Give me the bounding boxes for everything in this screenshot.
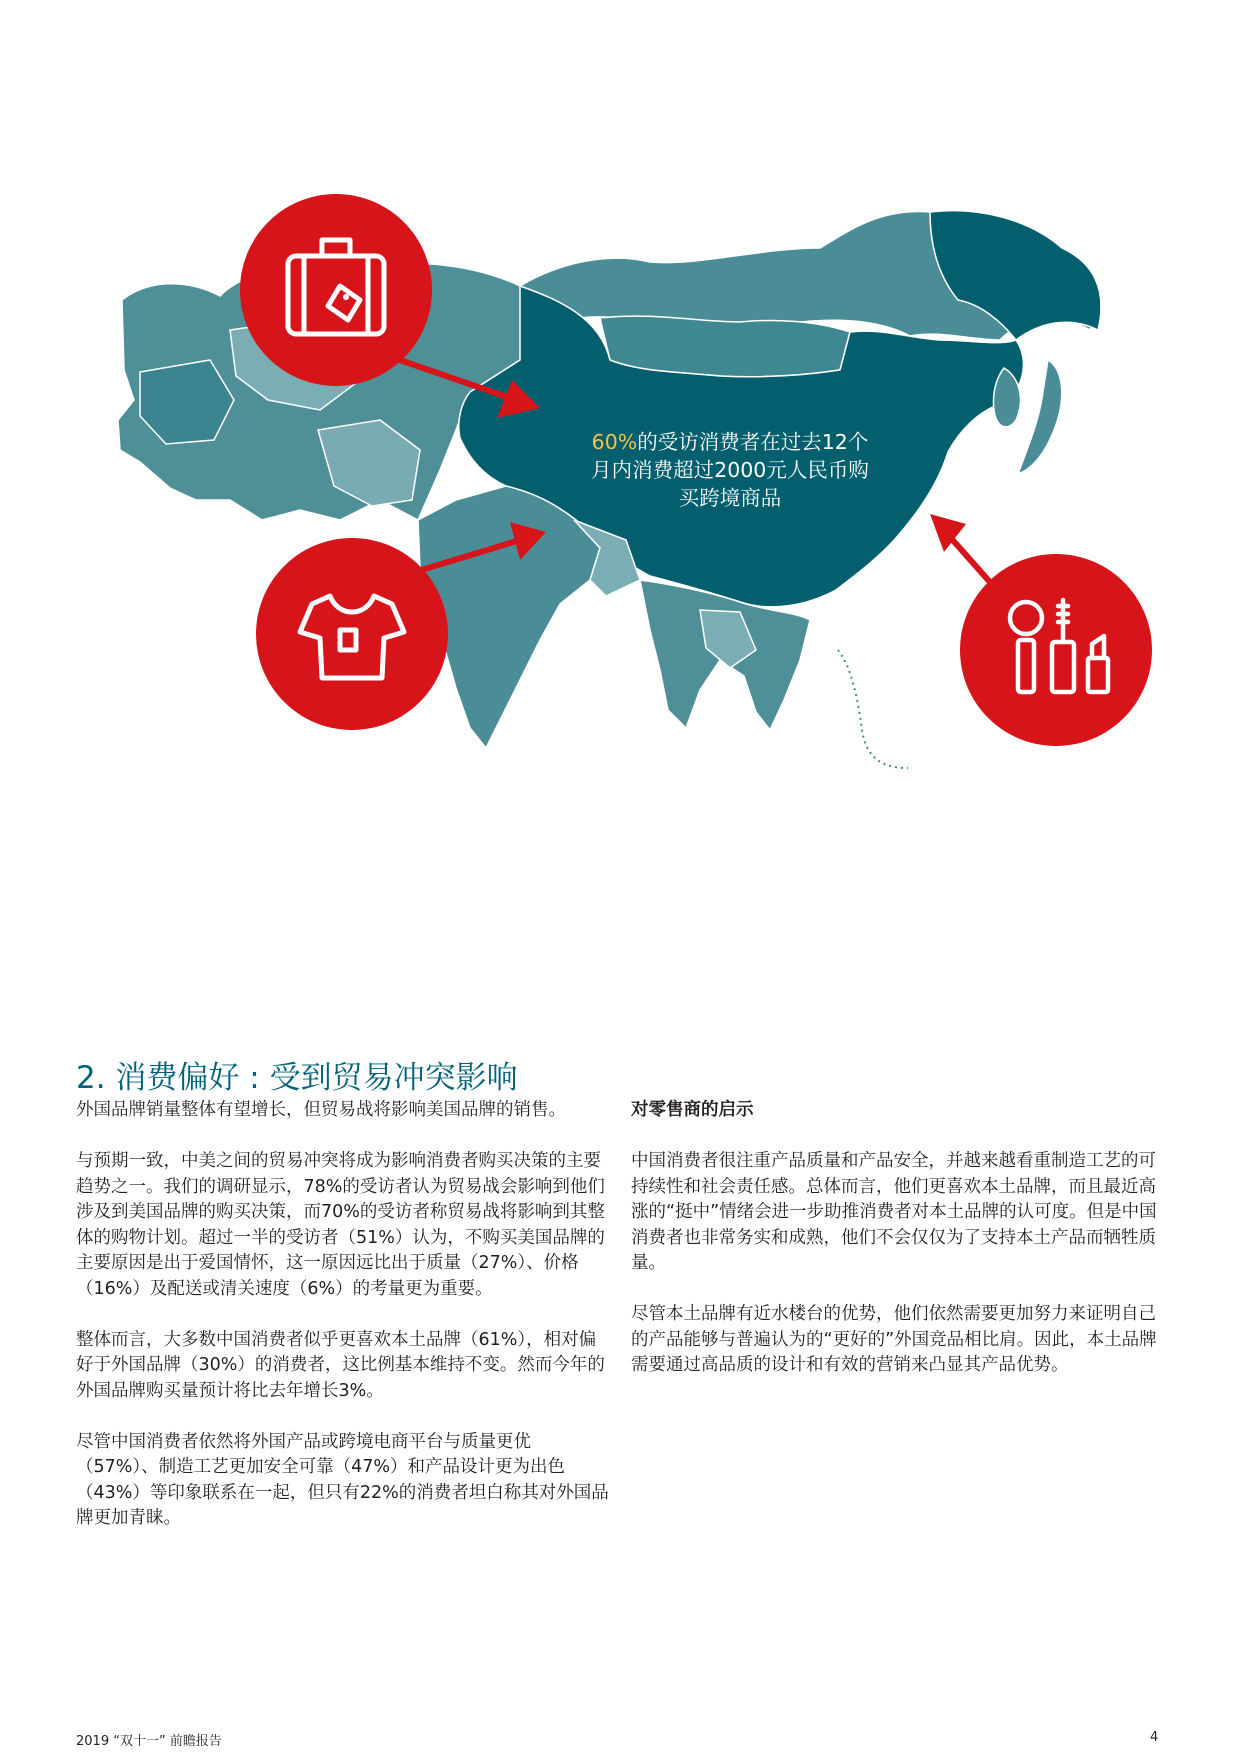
callout-line3: 买跨境商品 <box>678 486 782 510</box>
left-paragraph-2: 与预期一致，中美之间的贸易冲突将成为影响消费者购买决策的主要趋势之一。我们的调研显示，78%的受访者认为贸易战会影响到他们涉及到美国品牌的购买决策，而70%的受访者称贸易战将影响到其整体的购物计划。超过一半的受访者（51%）认为，不购买美国品牌的主要原因是出于爱国情怀，这一原因远比出于质量（27%）、价格（16%）及配送或清关速度（6%）的考量更为重要。 <box>76 1151 605 1299</box>
luggage-circle <box>240 194 432 386</box>
footer-title: 2019 “双十一” 前瞻报告 <box>76 1734 222 1749</box>
cosmetics-circle <box>960 554 1152 746</box>
callout-line2: 月内消费超过2000元人民币购 <box>591 458 869 482</box>
left-column <box>76 1098 612 1557</box>
right-column <box>631 1098 1171 1404</box>
callout-line1: 的受访消费者在过去12个 <box>637 430 869 454</box>
left-paragraph-1: 外国品牌销量整体有望增长，但贸易战将影响美国品牌的销售。 <box>76 1100 566 1120</box>
right-paragraph-2: 尽管本土品牌有近水楼台的优势，他们依然需要更加努力来证明自己的产品能够与普遍认为的“更好的”外国竞品相比肩。因此，本土品牌需要通过高品质的设计和有效的营销来凸显其产品优势。 <box>631 1304 1157 1375</box>
map-region-japan <box>1018 360 1062 474</box>
asia-map <box>0 0 1240 800</box>
right-paragraph-1: 中国消费者很注重产品质量和产品安全，并越来越看重制造工艺的可持续性和社会责任感。总体而言，他们更喜欢本土品牌，而且最近高涨的“挺中”情绪会进一步助推消费者对本土品牌的认可度。但是中国消费者也非常务实和成熟，他们不会仅仅为了支持本土产品而牺牲质量。 <box>631 1151 1157 1273</box>
map-callout <box>540 428 920 512</box>
callout-accent: 60% <box>591 430 638 454</box>
section-heading: 2. 消费偏好 : 受到贸易冲突影响 <box>76 1060 518 1096</box>
asia-map-infographic <box>0 0 1240 800</box>
tshirt-circle <box>256 538 448 730</box>
map-dotted-line <box>838 650 908 768</box>
left-paragraph-4: 尽管中国消费者依然将外国产品或跨境电商平台与质量更优（57%）、制造工艺更加安全可靠（47%）和产品设计更为出色（43%）等印象联系在一起，但只有22%的消费者坦白称其对外国品牌更加青睐。 <box>76 1431 609 1528</box>
retailer-implications-title: 对零售商的启示 <box>631 1100 754 1120</box>
page-number: 4 <box>1150 1730 1159 1745</box>
left-paragraph-3: 整体而言，大多数中国消费者似乎更喜欢本土品牌（61%），相对偏好于外国品牌（30%）的消费者，这比例基本维持不变。然而今年的外国品牌购买量预计将比去年增长3%。 <box>76 1329 605 1401</box>
